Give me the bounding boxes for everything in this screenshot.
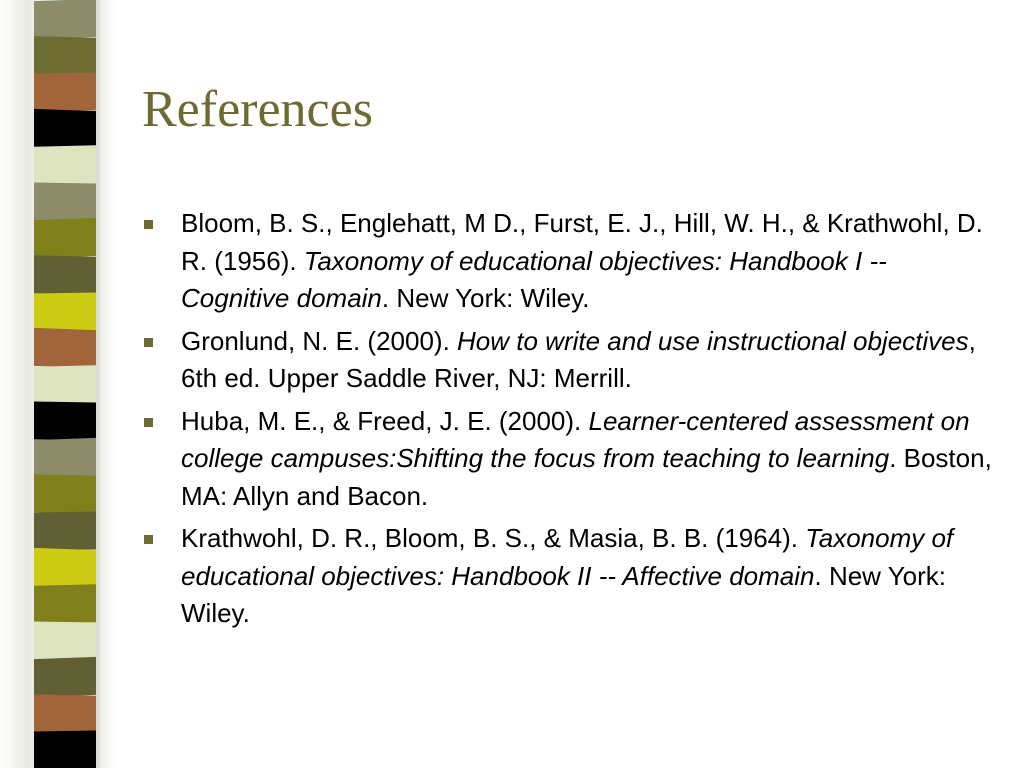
stripe-segment <box>34 36 96 75</box>
stripe-segment <box>34 475 96 514</box>
stripe-segment <box>34 292 96 331</box>
stripe-segment <box>34 365 96 404</box>
stripe-segment <box>34 182 96 221</box>
reference-authors: Gronlund, N. E. (2000). <box>181 325 458 356</box>
reference-title: Learner-centered assessment on college campuses:Shifting the focus from teaching to learning <box>181 405 970 473</box>
stripe-segment <box>34 402 96 441</box>
stripe-segment <box>34 511 96 550</box>
square-bullet-icon <box>144 418 153 427</box>
square-bullet-icon <box>144 535 153 544</box>
reference-item <box>144 520 999 633</box>
reference-title: Taxonomy of educational objectives: Handbook I -- Cognitive domain <box>181 245 887 313</box>
reference-authors: Bloom, B. S., Englehatt, M D., Furst, E. J., Hill, W. H., & Krathwohl, D. R. (1956). <box>181 208 983 276</box>
stripe-segment <box>34 218 96 258</box>
stripe-segment <box>34 731 96 768</box>
stripe-segment <box>34 255 96 294</box>
reference-publisher: , 6th ed. Upper Saddle River, NJ: Merrill. <box>181 325 976 393</box>
reference-authors: Krathwohl, D. R., Bloom, B. S., & Masia, B. B. (1964). <box>181 523 806 553</box>
reference-title: Taxonomy of educational objectives: Handbook II -- Affective domain <box>181 523 954 591</box>
stripe-segment <box>34 621 96 660</box>
stripe-segment <box>34 438 96 478</box>
reference-authors: Huba, M. E., & Freed, J. E. (2000). <box>181 405 589 436</box>
reference-publisher: . New York: Wiley. <box>181 560 947 628</box>
stripe-segment <box>34 0 96 39</box>
reference-item <box>144 323 999 398</box>
decorative-stripe <box>34 0 96 768</box>
stripe-segment <box>34 73 96 112</box>
stripe-segment <box>34 694 96 733</box>
reference-item <box>144 205 999 318</box>
reference-list <box>144 205 999 638</box>
stripe-segment <box>34 109 96 149</box>
stripe-segment <box>34 584 96 623</box>
square-bullet-icon <box>144 220 153 229</box>
stripe-segment <box>34 145 96 184</box>
reference-publisher: . New York: Wiley. <box>381 283 590 313</box>
square-bullet-icon <box>144 338 153 347</box>
stripe-shadow <box>96 0 100 768</box>
reference-publisher: . Boston, MA: Allyn and Bacon. <box>181 443 992 511</box>
stripe-segment <box>34 328 96 368</box>
stripe-segment <box>34 657 96 697</box>
slide-title: References <box>142 81 373 138</box>
stripe-segment <box>34 547 96 587</box>
reference-title: How to write and use instructional objectives <box>457 325 969 356</box>
reference-item <box>144 403 999 516</box>
